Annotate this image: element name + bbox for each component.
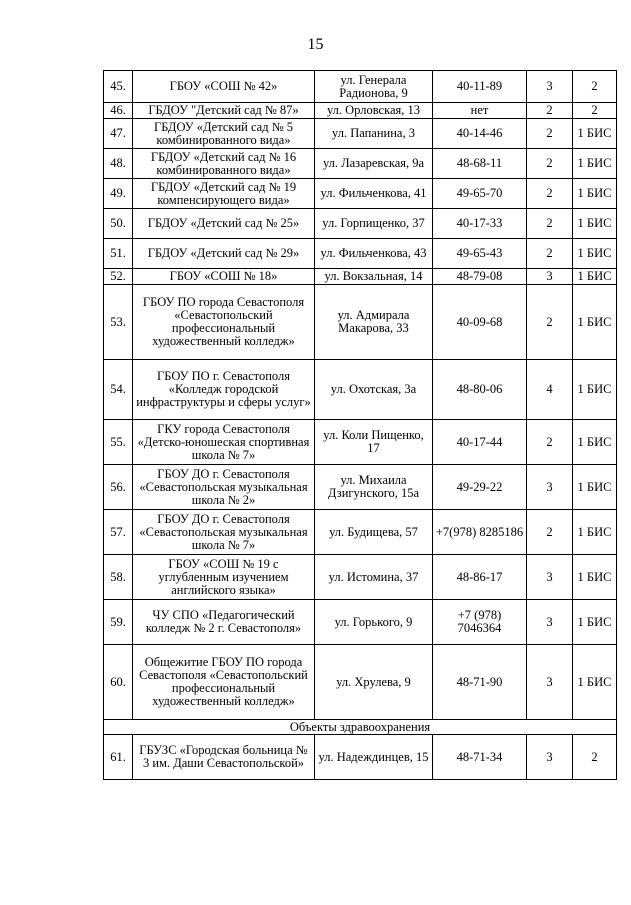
phone-cell: +7 (978) 7046364 (433, 600, 527, 645)
row-number-cell: 48. (104, 149, 133, 179)
row-number-cell: 54. (104, 360, 133, 420)
address-cell: ул. Горького, 9 (315, 600, 433, 645)
row-number-cell: 61. (104, 735, 133, 780)
phone-cell: нет (433, 103, 527, 119)
section-row (104, 720, 617, 735)
address-cell: ул. Лазаревская, 9а (315, 149, 433, 179)
count-cell: 2 (527, 209, 573, 239)
table-row (104, 555, 617, 600)
table-row (104, 735, 617, 780)
count-cell: 3 (527, 735, 573, 780)
category-cell: 1 БИС (573, 239, 617, 269)
organization-name-cell: ГБОУ ДО г. Севастополя «Севастопольская музыкальная школа № 2» (133, 465, 315, 510)
phone-cell: 40-11-89 (433, 71, 527, 103)
address-cell: ул. Будищева, 57 (315, 510, 433, 555)
row-number-cell: 49. (104, 179, 133, 209)
phone-cell: 48-68-11 (433, 149, 527, 179)
address-cell: ул. Охотская, 3а (315, 360, 433, 420)
row-number-cell: 50. (104, 209, 133, 239)
category-cell: 1 БИС (573, 600, 617, 645)
address-cell: ул. Фильченкова, 43 (315, 239, 433, 269)
organization-name-cell: ГБДОУ «Детский сад № 5 комбинированного вида» (133, 119, 315, 149)
section-title: Объекты здравоохранения (104, 720, 617, 735)
category-cell: 2 (573, 735, 617, 780)
table-row (104, 360, 617, 420)
address-cell: ул. Папанина, 3 (315, 119, 433, 149)
category-cell: 1 БИС (573, 119, 617, 149)
row-number-cell: 55. (104, 420, 133, 465)
organization-name-cell: ГБОУ ПО города Севастополя «Севастопольский профессиональный художественный колледж» (133, 285, 315, 360)
table-row (104, 71, 617, 103)
phone-cell: 49-65-43 (433, 239, 527, 269)
phone-cell: 40-17-44 (433, 420, 527, 465)
count-cell: 3 (527, 600, 573, 645)
count-cell: 2 (527, 179, 573, 209)
table-row (104, 239, 617, 269)
count-cell: 2 (527, 119, 573, 149)
table-row (104, 269, 617, 285)
phone-cell: 40-14-46 (433, 119, 527, 149)
organization-name-cell: ГБДОУ «Детский сад № 16 комбинированного вида» (133, 149, 315, 179)
organization-name-cell: ГБДОУ «Детский сад № 29» (133, 239, 315, 269)
phone-cell: 48-71-34 (433, 735, 527, 780)
address-cell: ул. Коли Пищенко, 17 (315, 420, 433, 465)
address-cell: ул. Горпищенко, 37 (315, 209, 433, 239)
category-cell: 1 БИС (573, 269, 617, 285)
phone-cell: 49-65-70 (433, 179, 527, 209)
table-row (104, 209, 617, 239)
phone-cell: 48-86-17 (433, 555, 527, 600)
organization-name-cell: ГБОУ «СОШ № 42» (133, 71, 315, 103)
address-cell: ул. Адмирала Макарова, 33 (315, 285, 433, 360)
table-row (104, 119, 617, 149)
address-cell: ул. Хрулева, 9 (315, 645, 433, 720)
row-number-cell: 58. (104, 555, 133, 600)
table-row (104, 285, 617, 360)
row-number-cell: 60. (104, 645, 133, 720)
page-number: 15 (307, 36, 324, 53)
organization-name-cell: ГБОУ «СОШ № 19 с углубленным изучением английского языка» (133, 555, 315, 600)
table-row (104, 465, 617, 510)
count-cell: 2 (527, 103, 573, 119)
phone-cell: +7(978) 8285186 (433, 510, 527, 555)
category-cell: 1 БИС (573, 179, 617, 209)
count-cell: 3 (527, 645, 573, 720)
phone-cell: 48-80-06 (433, 360, 527, 420)
table-row (104, 600, 617, 645)
row-number-cell: 53. (104, 285, 133, 360)
row-number-cell: 47. (104, 119, 133, 149)
organization-name-cell: ГБДОУ «Детский сад № 25» (133, 209, 315, 239)
table-body (104, 71, 617, 780)
phone-cell: 48-79-08 (433, 269, 527, 285)
phone-cell: 40-09-68 (433, 285, 527, 360)
organization-name-cell: ГБДОУ "Детский сад № 87» (133, 103, 315, 119)
count-cell: 2 (527, 285, 573, 360)
category-cell: 1 БИС (573, 149, 617, 179)
count-cell: 2 (527, 239, 573, 269)
count-cell: 2 (527, 420, 573, 465)
organization-name-cell: Общежитие ГБОУ ПО города Севастополя «Севастопольский профессиональный художественный колледж» (133, 645, 315, 720)
row-number-cell: 57. (104, 510, 133, 555)
objects-table (103, 70, 617, 780)
organization-name-cell: ГБОУ ДО г. Севастополя «Севастопольская музыкальная школа № 7» (133, 510, 315, 555)
count-cell: 3 (527, 71, 573, 103)
category-cell: 1 БИС (573, 420, 617, 465)
row-number-cell: 45. (104, 71, 133, 103)
count-cell: 3 (527, 269, 573, 285)
row-number-cell: 51. (104, 239, 133, 269)
count-cell: 2 (527, 149, 573, 179)
table-row (104, 645, 617, 720)
address-cell: ул. Генерала Радионова, 9 (315, 71, 433, 103)
organization-name-cell: ГБОУ «СОШ № 18» (133, 269, 315, 285)
organization-name-cell: ГБОУ ПО г. Севастополя «Колледж городской инфраструктуры и сферы услуг» (133, 360, 315, 420)
category-cell: 1 БИС (573, 465, 617, 510)
category-cell: 1 БИС (573, 360, 617, 420)
row-number-cell: 56. (104, 465, 133, 510)
category-cell: 1 БИС (573, 285, 617, 360)
category-cell: 1 БИС (573, 209, 617, 239)
address-cell: ул. Вокзальная, 14 (315, 269, 433, 285)
count-cell: 4 (527, 360, 573, 420)
category-cell: 1 БИС (573, 510, 617, 555)
organization-name-cell: ГКУ города Севастополя «Детско-юношеская спортивная школа № 7» (133, 420, 315, 465)
address-cell: ул. Надеждинцев, 15 (315, 735, 433, 780)
category-cell: 1 БИС (573, 645, 617, 720)
category-cell: 1 БИС (573, 555, 617, 600)
phone-cell: 49-29-22 (433, 465, 527, 510)
organization-name-cell: ЧУ СПО «Педагогический колледж № 2 г. Севастополя» (133, 600, 315, 645)
address-cell: ул. Фильченкова, 41 (315, 179, 433, 209)
organization-name-cell: ГБДОУ «Детский сад № 19 компенсирующего вида» (133, 179, 315, 209)
table-row (104, 510, 617, 555)
table-row (104, 149, 617, 179)
table-row (104, 103, 617, 119)
phone-cell: 40-17-33 (433, 209, 527, 239)
address-cell: ул. Михаила Дзигунского, 15а (315, 465, 433, 510)
address-cell: ул. Орловская, 13 (315, 103, 433, 119)
count-cell: 3 (527, 465, 573, 510)
row-number-cell: 52. (104, 269, 133, 285)
category-cell: 2 (573, 103, 617, 119)
category-cell: 2 (573, 71, 617, 103)
table-row (104, 179, 617, 209)
row-number-cell: 46. (104, 103, 133, 119)
organization-name-cell: ГБУЗС «Городская больница № 3 им. Даши Севастопольской» (133, 735, 315, 780)
table-row (104, 420, 617, 465)
row-number-cell: 59. (104, 600, 133, 645)
count-cell: 3 (527, 555, 573, 600)
phone-cell: 48-71-90 (433, 645, 527, 720)
count-cell: 2 (527, 510, 573, 555)
address-cell: ул. Истомина, 37 (315, 555, 433, 600)
